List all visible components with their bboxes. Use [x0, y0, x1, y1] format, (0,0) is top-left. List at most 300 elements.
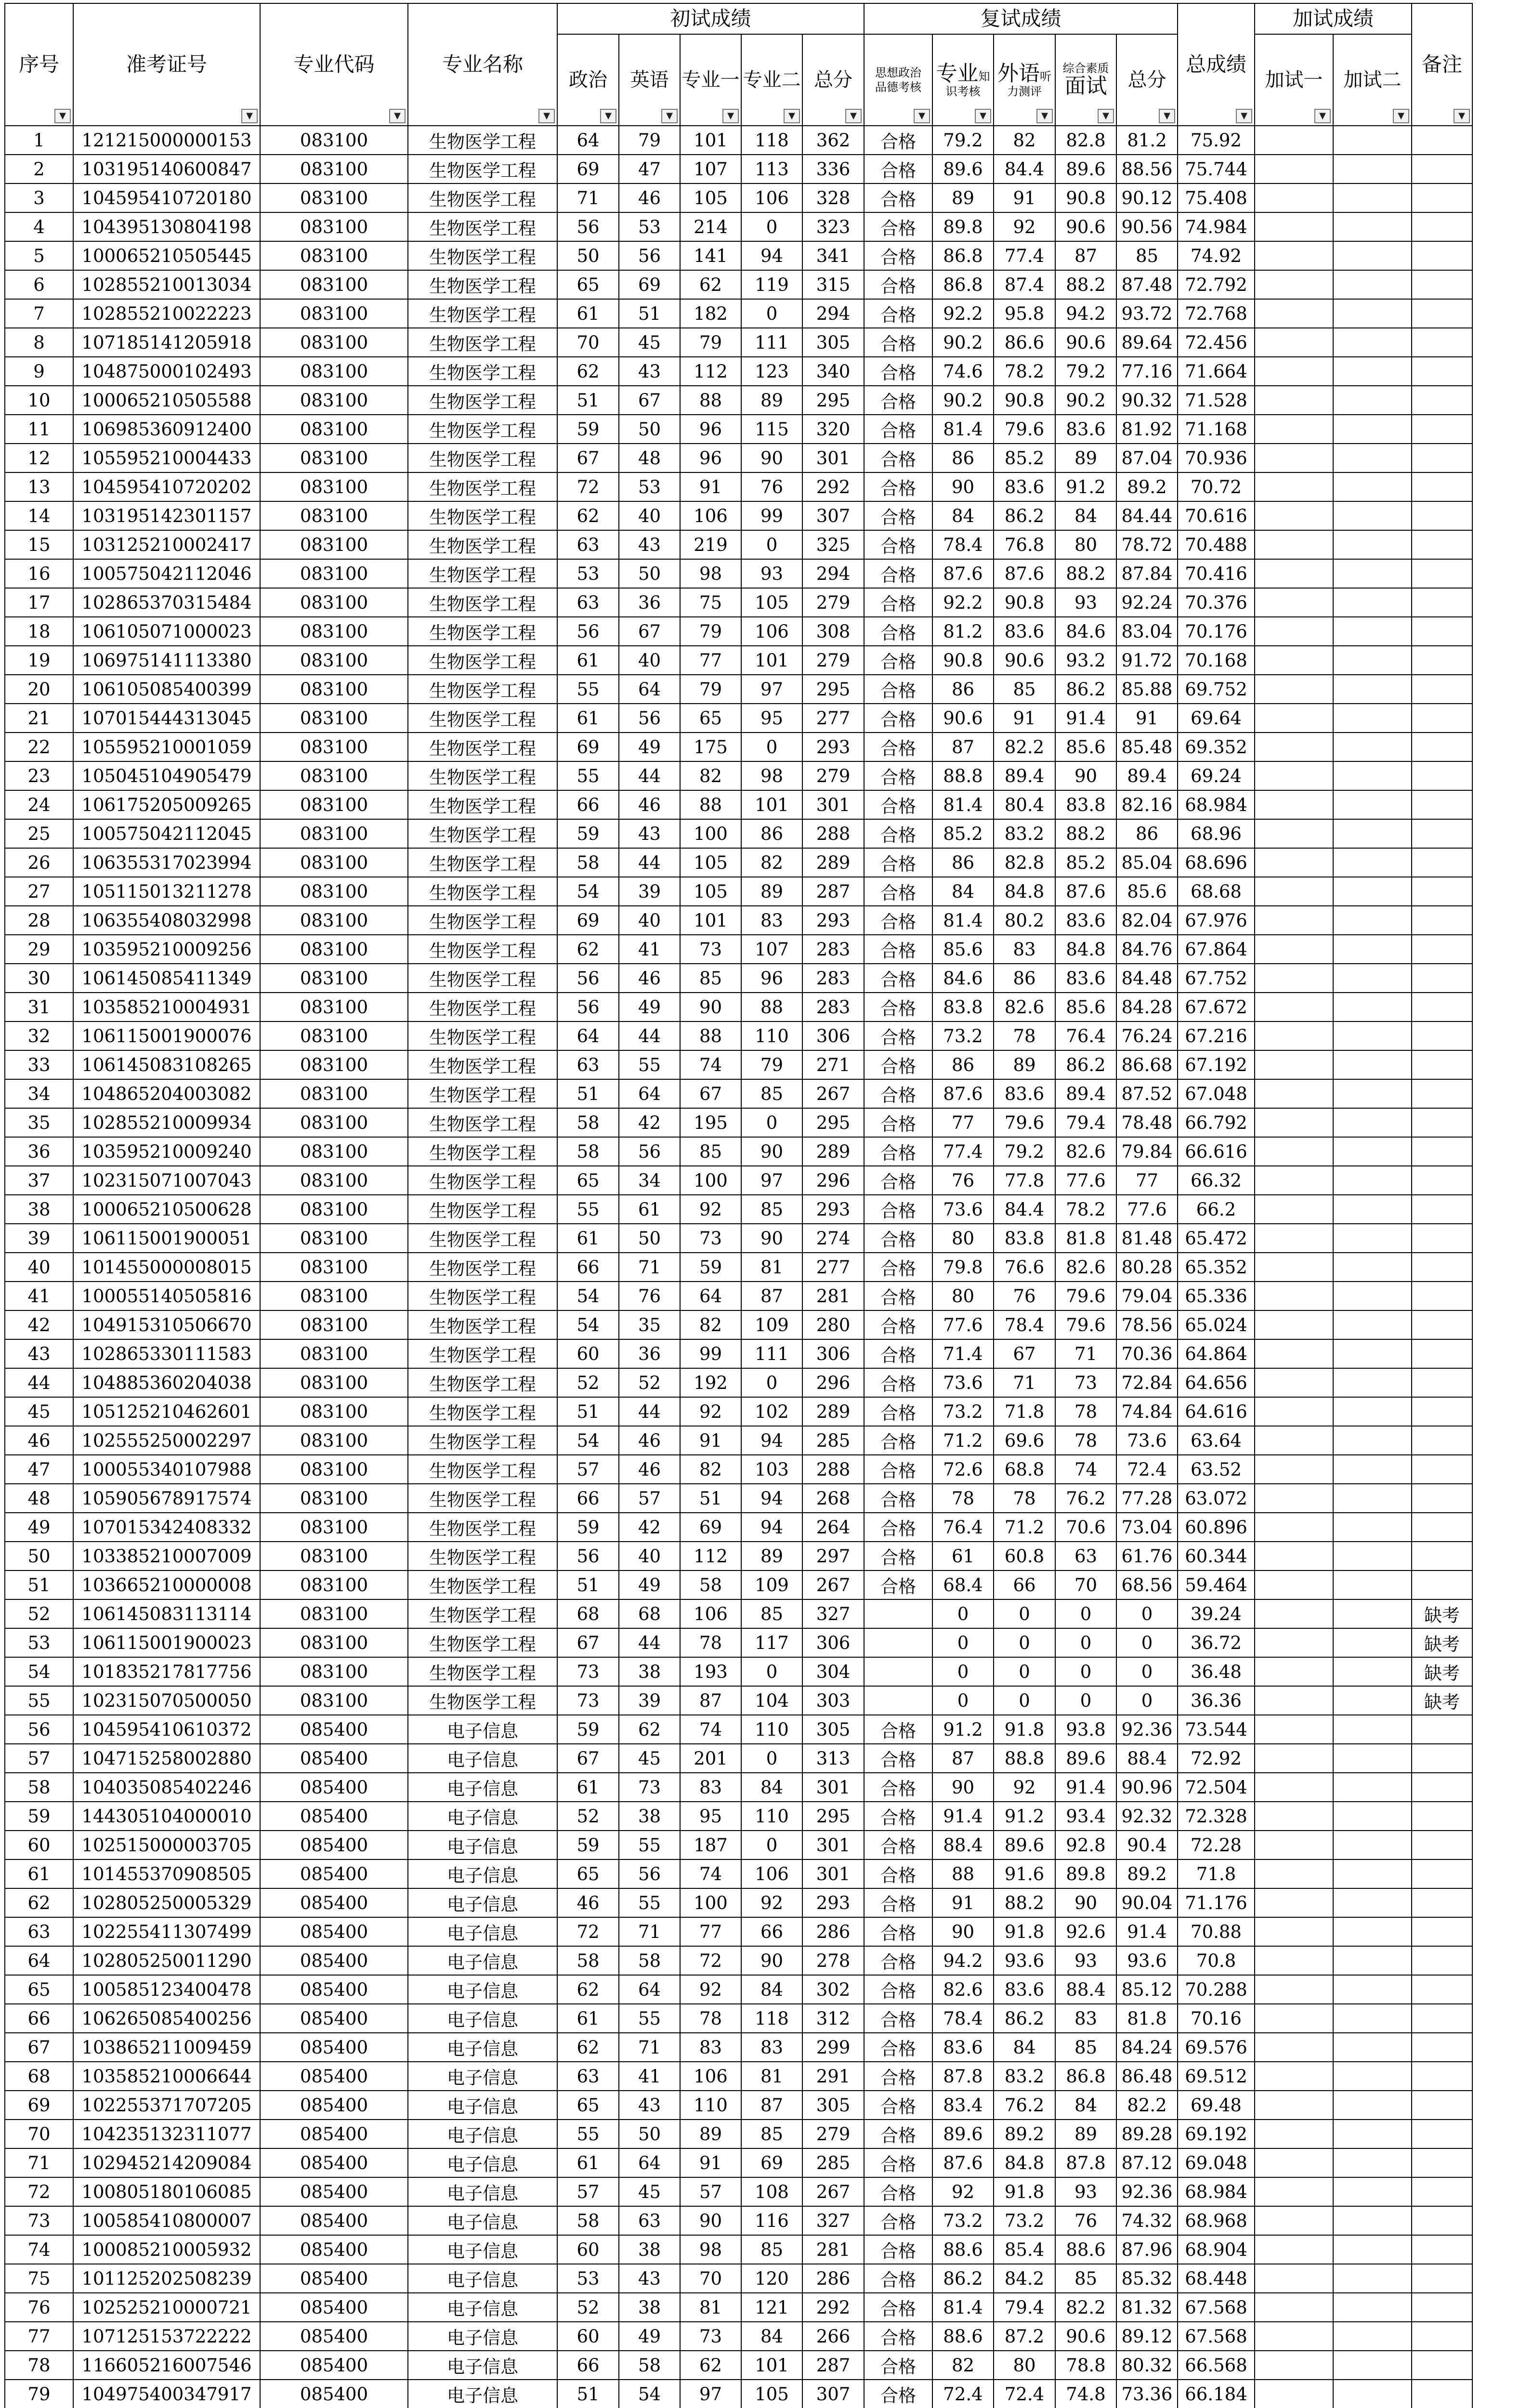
english-cell: 51 [619, 299, 680, 328]
table-row [5, 1628, 1472, 1657]
retest-total-cell: 92.32 [1116, 1802, 1178, 1831]
overall-total-cell: 63.072 [1178, 1484, 1255, 1513]
seq-cell: 47 [5, 1455, 73, 1484]
table-row [5, 1715, 1472, 1744]
professional-cell: 83.4 [932, 2091, 994, 2120]
note-cell [1412, 212, 1472, 241]
major-name-cell: 生物医学工程 [408, 241, 557, 270]
extra1-cell [1255, 1339, 1333, 1368]
extra2-cell [1333, 877, 1412, 906]
major-name-cell: 生物医学工程 [408, 183, 557, 212]
table-row [5, 993, 1472, 1021]
major-name-cell: 生物医学工程 [408, 1339, 557, 1368]
note-cell [1412, 1253, 1472, 1282]
major1-cell: 91 [680, 472, 741, 501]
initial-total-cell: 293 [802, 1195, 864, 1224]
comprehensive-cell: 84.6 [1055, 617, 1116, 646]
extra2-cell [1333, 386, 1412, 415]
major1-cell: 82 [680, 761, 741, 790]
exam-no-cell: 121215000000153 [73, 126, 260, 155]
initial-total-cell: 267 [802, 1570, 864, 1599]
major1-cell: 69 [680, 1513, 741, 1542]
extra1-cell [1255, 415, 1333, 444]
seq-cell: 42 [5, 1310, 73, 1339]
initial-total-cell: 341 [802, 241, 864, 270]
major2-cell: 0 [741, 1831, 802, 1859]
retest-total-cell: 0 [1116, 1657, 1178, 1686]
ideology-cell: 合格 [864, 2033, 932, 2062]
extra1-cell [1255, 1368, 1333, 1397]
major2-cell: 118 [741, 2004, 802, 2033]
extra2-cell [1333, 1917, 1412, 1946]
major2-cell: 105 [741, 2380, 802, 2408]
language-cell: 91.8 [994, 2177, 1055, 2206]
ideology-cell: 合格 [864, 328, 932, 357]
ideology-cell: 合格 [864, 1079, 932, 1108]
filter-dropdown-icon[interactable]: ▼ [1393, 109, 1409, 123]
exam-no-cell: 106265085400256 [73, 2004, 260, 2033]
comprehensive-cell: 91.4 [1055, 1773, 1116, 1802]
retest-total-cell: 80.32 [1116, 2351, 1178, 2380]
ideology-cell: 合格 [864, 2235, 932, 2264]
table-row [5, 1195, 1472, 1224]
english-cell: 56 [619, 1137, 680, 1166]
seq-cell: 14 [5, 501, 73, 530]
language-cell: 89 [994, 1050, 1055, 1079]
filter-dropdown-icon[interactable]: ▼ [241, 109, 258, 123]
politics-cell: 54 [557, 877, 619, 906]
exam-no-cell: 104885360204038 [73, 1368, 260, 1397]
language-cell: 82.6 [994, 993, 1055, 1021]
major2-cell: 76 [741, 472, 802, 501]
major2-cell: 111 [741, 1339, 802, 1368]
language-cell: 83.8 [994, 1224, 1055, 1253]
ideology-cell: 合格 [864, 126, 932, 155]
language-cell: 78 [994, 1021, 1055, 1050]
politics-cell: 59 [557, 415, 619, 444]
ideology-cell: 合格 [864, 183, 932, 212]
retest-total-cell: 87.96 [1116, 2235, 1178, 2264]
filter-dropdown-icon[interactable]: ▼ [1036, 109, 1053, 123]
comprehensive-cell: 74 [1055, 1455, 1116, 1484]
overall-total-cell: 70.168 [1178, 646, 1255, 675]
major-code-cell: 083100 [260, 704, 408, 733]
initial-total-cell: 281 [802, 2235, 864, 2264]
comprehensive-cell: 93 [1055, 588, 1116, 617]
comprehensive-cell: 82.2 [1055, 2293, 1116, 2322]
note-cell [1412, 1368, 1472, 1397]
comprehensive-cell: 82.8 [1055, 126, 1116, 155]
major2-cell: 94 [741, 1426, 802, 1455]
table-row [5, 819, 1472, 848]
major2-cell: 117 [741, 1628, 802, 1657]
seq-cell: 49 [5, 1513, 73, 1542]
extra1-cell [1255, 675, 1333, 704]
filter-dropdown-icon[interactable]: ▼ [1098, 109, 1114, 123]
professional-cell: 0 [932, 1686, 994, 1715]
initial-total-cell: 288 [802, 1455, 864, 1484]
retest-total-cell: 77.28 [1116, 1484, 1178, 1513]
comprehensive-cell: 93 [1055, 2177, 1116, 2206]
major-name-cell: 生物医学工程 [408, 1542, 557, 1570]
professional-cell: 90.6 [932, 704, 994, 733]
header-overall-total: 总成绩 ▼ [1178, 3, 1255, 126]
major2-cell: 106 [741, 183, 802, 212]
politics-cell: 51 [557, 1570, 619, 1599]
major-name-cell: 电子信息 [408, 1888, 557, 1917]
major-name-cell: 生物医学工程 [408, 704, 557, 733]
note-cell [1412, 2033, 1472, 2062]
table-row [5, 1282, 1472, 1310]
overall-total-cell: 70.176 [1178, 617, 1255, 646]
professional-cell: 78.4 [932, 530, 994, 559]
seq-cell: 8 [5, 328, 73, 357]
english-cell: 49 [619, 2322, 680, 2351]
professional-cell: 81.4 [932, 790, 994, 819]
exam-no-cell: 106355317023994 [73, 848, 260, 877]
seq-cell: 56 [5, 1715, 73, 1744]
language-cell: 89.4 [994, 761, 1055, 790]
language-cell: 82 [994, 126, 1055, 155]
seq-cell: 21 [5, 704, 73, 733]
exam-no-cell: 104875000102493 [73, 357, 260, 386]
exam-no-cell: 103585210004931 [73, 993, 260, 1021]
initial-total-cell: 313 [802, 1744, 864, 1773]
major2-cell: 106 [741, 617, 802, 646]
retest-total-cell: 77.6 [1116, 1195, 1178, 1224]
filter-dropdown-icon[interactable]: ▼ [914, 109, 930, 123]
initial-total-cell: 293 [802, 1888, 864, 1917]
note-cell [1412, 1079, 1472, 1108]
table-row [5, 1455, 1472, 1484]
major-code-cell: 083100 [260, 328, 408, 357]
initial-total-cell: 306 [802, 1339, 864, 1368]
extra2-cell [1333, 501, 1412, 530]
language-cell: 83.2 [994, 819, 1055, 848]
comprehensive-cell: 79.6 [1055, 1282, 1116, 1310]
politics-cell: 61 [557, 646, 619, 675]
note-cell [1412, 2206, 1472, 2235]
initial-total-cell: 327 [802, 1599, 864, 1628]
filter-dropdown-icon[interactable]: ▼ [722, 109, 739, 123]
comprehensive-cell: 90 [1055, 1888, 1116, 1917]
table-row [5, 1426, 1472, 1455]
filter-dropdown-icon[interactable]: ▼ [1236, 109, 1252, 123]
extra1-cell [1255, 1888, 1333, 1917]
initial-total-cell: 302 [802, 1975, 864, 2004]
major-name-cell: 电子信息 [408, 2235, 557, 2264]
language-cell: 77.4 [994, 241, 1055, 270]
extra2-cell [1333, 530, 1412, 559]
retest-total-cell: 80.28 [1116, 1253, 1178, 1282]
overall-total-cell: 66.2 [1178, 1195, 1255, 1224]
retest-total-cell: 82.2 [1116, 2091, 1178, 2120]
comprehensive-cell: 93.2 [1055, 646, 1116, 675]
table-row [5, 588, 1472, 617]
note-cell [1412, 1859, 1472, 1888]
seq-cell: 37 [5, 1166, 73, 1195]
professional-cell: 0 [932, 1599, 994, 1628]
major-name-cell: 电子信息 [408, 1773, 557, 1802]
exam-no-cell: 105595210001059 [73, 733, 260, 761]
major-name-cell: 生物医学工程 [408, 675, 557, 704]
major-name-cell: 生物医学工程 [408, 617, 557, 646]
english-cell: 76 [619, 1282, 680, 1310]
extra1-cell [1255, 2235, 1333, 2264]
note-cell [1412, 357, 1472, 386]
major2-cell: 83 [741, 906, 802, 935]
comprehensive-cell: 87 [1055, 241, 1116, 270]
professional-cell: 0 [932, 1657, 994, 1686]
extra1-cell [1255, 530, 1333, 559]
language-cell: 79.6 [994, 1108, 1055, 1137]
seq-cell: 71 [5, 2148, 73, 2177]
table-row [5, 357, 1472, 386]
major-name-cell: 生物医学工程 [408, 1021, 557, 1050]
professional-cell: 77 [932, 1108, 994, 1137]
comprehensive-cell: 90.2 [1055, 386, 1116, 415]
overall-total-cell: 72.28 [1178, 1831, 1255, 1859]
filter-dropdown-icon[interactable]: ▼ [975, 109, 991, 123]
retest-total-cell: 79.84 [1116, 1137, 1178, 1166]
extra1-cell [1255, 1108, 1333, 1137]
major1-cell: 192 [680, 1368, 741, 1397]
retest-total-cell: 89.64 [1116, 328, 1178, 357]
comprehensive-cell: 86.8 [1055, 2062, 1116, 2091]
major2-cell: 120 [741, 2264, 802, 2293]
retest-total-cell: 68.56 [1116, 1570, 1178, 1599]
professional-cell: 79.2 [932, 126, 994, 155]
professional-cell: 74.6 [932, 357, 994, 386]
retest-total-cell: 76.24 [1116, 1021, 1178, 1050]
english-cell: 46 [619, 964, 680, 993]
extra2-cell [1333, 444, 1412, 472]
language-cell: 80.2 [994, 906, 1055, 935]
note-cell [1412, 2091, 1472, 2120]
politics-cell: 61 [557, 704, 619, 733]
major-name-cell: 生物医学工程 [408, 1599, 557, 1628]
retest-total-cell: 87.84 [1116, 559, 1178, 588]
ideology-cell: 合格 [864, 501, 932, 530]
table-row [5, 1397, 1472, 1426]
extra2-cell [1333, 357, 1412, 386]
extra2-cell [1333, 790, 1412, 819]
english-cell: 45 [619, 1744, 680, 1773]
extra1-cell [1255, 1484, 1333, 1513]
major1-cell: 65 [680, 704, 741, 733]
note-cell [1412, 848, 1472, 877]
extra1-cell [1255, 2206, 1333, 2235]
comprehensive-cell: 0 [1055, 1628, 1116, 1657]
major1-cell: 92 [680, 1397, 741, 1426]
ideology-cell: 合格 [864, 1108, 932, 1137]
retest-total-cell: 81.2 [1116, 126, 1178, 155]
header-exam-no: 准考证号 ▼ [73, 3, 260, 126]
major-name-cell: 电子信息 [408, 2004, 557, 2033]
filter-dropdown-icon[interactable]: ▼ [600, 109, 616, 123]
professional-cell: 87 [932, 733, 994, 761]
filter-dropdown-icon[interactable]: ▼ [54, 109, 71, 123]
retest-total-cell: 0 [1116, 1686, 1178, 1715]
major-code-cell: 083100 [260, 1310, 408, 1339]
major-name-cell: 生物医学工程 [408, 1570, 557, 1599]
initial-total-cell: 279 [802, 646, 864, 675]
major2-cell: 90 [741, 1224, 802, 1253]
politics-cell: 69 [557, 906, 619, 935]
extra2-cell [1333, 1513, 1412, 1542]
comprehensive-cell: 89.6 [1055, 155, 1116, 183]
initial-total-cell: 281 [802, 1282, 864, 1310]
professional-cell: 85.6 [932, 935, 994, 964]
extra1-cell [1255, 559, 1333, 588]
note-cell [1412, 472, 1472, 501]
professional-cell: 86.2 [932, 2264, 994, 2293]
extra1-cell [1255, 1831, 1333, 1859]
major1-cell: 92 [680, 1195, 741, 1224]
extra2-cell [1333, 617, 1412, 646]
table-row [5, 2380, 1472, 2408]
english-cell: 79 [619, 126, 680, 155]
extra1-cell [1255, 1513, 1333, 1542]
filter-dropdown-icon[interactable]: ▼ [1159, 109, 1175, 123]
ideology-cell: 合格 [864, 444, 932, 472]
major2-cell: 94 [741, 1484, 802, 1513]
ideology-cell: 合格 [864, 675, 932, 704]
table-row [5, 790, 1472, 819]
note-cell [1412, 675, 1472, 704]
politics-cell: 56 [557, 212, 619, 241]
english-cell: 44 [619, 1628, 680, 1657]
overall-total-cell: 72.92 [1178, 1744, 1255, 1773]
exam-no-cell: 100575042112046 [73, 559, 260, 588]
language-cell: 91 [994, 183, 1055, 212]
filter-dropdown-icon[interactable]: ▼ [661, 109, 678, 123]
major1-cell: 201 [680, 1744, 741, 1773]
table-row [5, 415, 1472, 444]
language-cell: 83.6 [994, 617, 1055, 646]
comprehensive-cell: 82.6 [1055, 1253, 1116, 1282]
major-code-cell: 083100 [260, 1108, 408, 1137]
ideology-cell: 合格 [864, 2091, 932, 2120]
overall-total-cell: 67.216 [1178, 1021, 1255, 1050]
filter-dropdown-icon[interactable]: ▼ [784, 109, 800, 123]
overall-total-cell: 68.904 [1178, 2235, 1255, 2264]
politics-cell: 63 [557, 530, 619, 559]
exam-no-cell: 104975400347917 [73, 2380, 260, 2408]
retest-total-cell: 85.12 [1116, 1975, 1178, 2004]
major1-cell: 105 [680, 877, 741, 906]
politics-cell: 55 [557, 1195, 619, 1224]
extra2-cell [1333, 328, 1412, 357]
ideology-cell: 合格 [864, 2380, 932, 2408]
major1-cell: 78 [680, 2004, 741, 2033]
major1-cell: 74 [680, 1050, 741, 1079]
ideology-cell: 合格 [864, 1570, 932, 1599]
overall-total-cell: 66.184 [1178, 2380, 1255, 2408]
extra2-cell [1333, 1079, 1412, 1108]
retest-total-cell: 89.28 [1116, 2120, 1178, 2148]
retest-total-cell: 72.84 [1116, 1368, 1178, 1397]
language-cell: 0 [994, 1686, 1055, 1715]
overall-total-cell: 68.68 [1178, 877, 1255, 906]
note-cell [1412, 877, 1472, 906]
table-row [5, 1484, 1472, 1513]
english-cell: 39 [619, 1686, 680, 1715]
table-row [5, 444, 1472, 472]
retest-total-cell: 81.8 [1116, 2004, 1178, 2033]
language-cell: 82.8 [994, 848, 1055, 877]
extra1-cell [1255, 1050, 1333, 1079]
table-row [5, 2177, 1472, 2206]
initial-total-cell: 287 [802, 2351, 864, 2380]
politics-cell: 61 [557, 2004, 619, 2033]
ideology-cell: 合格 [864, 848, 932, 877]
major2-cell: 82 [741, 848, 802, 877]
politics-cell: 72 [557, 472, 619, 501]
retest-total-cell: 78.48 [1116, 1108, 1178, 1137]
exam-no-cell: 104035085402246 [73, 1773, 260, 1802]
major1-cell: 51 [680, 1484, 741, 1513]
professional-cell: 90.2 [932, 328, 994, 357]
ideology-cell: 合格 [864, 241, 932, 270]
filter-dropdown-icon[interactable]: ▼ [389, 109, 406, 123]
retest-total-cell: 90.96 [1116, 1773, 1178, 1802]
major1-cell: 92 [680, 1975, 741, 2004]
language-cell: 92 [994, 1773, 1055, 1802]
extra2-cell [1333, 1224, 1412, 1253]
major2-cell: 0 [741, 212, 802, 241]
filter-dropdown-icon[interactable]: ▼ [538, 109, 555, 123]
filter-dropdown-icon[interactable]: ▼ [1314, 109, 1331, 123]
major1-cell: 67 [680, 1079, 741, 1108]
initial-total-cell: 295 [802, 1802, 864, 1831]
table-row [5, 1021, 1472, 1050]
exam-no-cell: 106115001900051 [73, 1224, 260, 1253]
overall-total-cell: 64.616 [1178, 1397, 1255, 1426]
professional-cell: 91 [932, 1888, 994, 1917]
politics-cell: 56 [557, 1542, 619, 1570]
politics-cell: 55 [557, 675, 619, 704]
major-code-cell: 085400 [260, 2148, 408, 2177]
language-cell: 91 [994, 704, 1055, 733]
ideology-cell: 合格 [864, 1426, 932, 1455]
table-row [5, 2206, 1472, 2235]
filter-dropdown-icon[interactable]: ▼ [1454, 109, 1470, 123]
extra2-cell [1333, 1773, 1412, 1802]
extra1-cell [1255, 444, 1333, 472]
ideology-cell: 合格 [864, 1859, 932, 1888]
major-code-cell: 085400 [260, 2033, 408, 2062]
filter-dropdown-icon[interactable]: ▼ [845, 109, 862, 123]
header-major1: 专业一 ▼ [680, 34, 741, 126]
language-cell: 85.4 [994, 2235, 1055, 2264]
major-code-cell: 083100 [260, 183, 408, 212]
seq-cell: 61 [5, 1859, 73, 1888]
professional-cell: 92.2 [932, 299, 994, 328]
overall-total-cell: 70.8 [1178, 1946, 1255, 1975]
overall-total-cell: 67.976 [1178, 906, 1255, 935]
initial-total-cell: 287 [802, 877, 864, 906]
retest-total-cell: 85.88 [1116, 675, 1178, 704]
exam-no-cell: 102515000003705 [73, 1831, 260, 1859]
extra2-cell [1333, 1397, 1412, 1426]
professional-cell: 86 [932, 848, 994, 877]
major2-cell: 101 [741, 2351, 802, 2380]
politics-cell: 54 [557, 1310, 619, 1339]
retest-total-cell: 91.72 [1116, 646, 1178, 675]
language-cell: 86.2 [994, 2004, 1055, 2033]
major1-cell: 74 [680, 1715, 741, 1744]
